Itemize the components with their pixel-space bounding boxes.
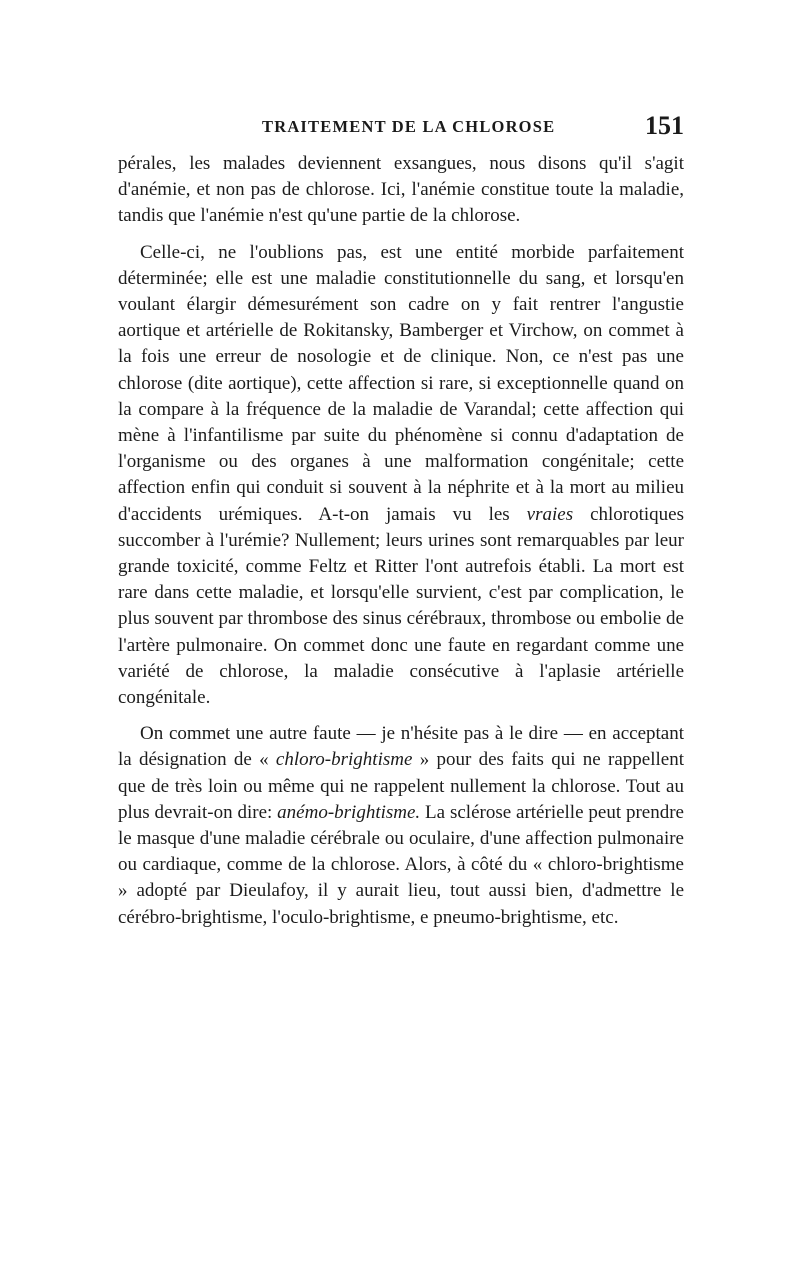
italic-text: anémo-brightisme. xyxy=(277,801,421,823)
text-segment: pérales, les malades deviennent exsangues, nous disons qu'il s'agit d'anémie, et non pas de chlorose. Ici, l'anémie constitue toute la maladie, tandis que l'anémie n'est qu'une partie de la chlorose. xyxy=(118,153,684,227)
italic-text: vraies xyxy=(526,503,574,525)
page-number: 151 xyxy=(645,111,684,140)
text-segment: Celle-ci, ne l'oublions pas, est une entité morbide parfaitement déterminée; elle est une maladie constitutionnelle du sang, et lorsqu'en voulant élargir démesurément son cadre on y fait rentrer l'angustie aortique et artérielle de Rokitansky, Bamberger et Virchow, on commet à la fois une erreur de nosologie et de clinique. Non, ce n'est pas une chlorose (dite aortique), cette affection si rare, si exceptionnelle quand on la compare à la fréquence de la maladie de Varandal; cette affection qui mène à l'infantilisme par suite du phénomène si connu d'adaptation de l'organisme ou des organes à une malformation congénitale; cette affection enfin qui conduit si souvent à la néphrite et à la mort au milieu d'accidents urémiques. A-t-on jamais vu les xyxy=(118,241,684,525)
running-head-title: TRAITEMENT DE LA CHLOROSE xyxy=(262,117,556,136)
text-segment: On commet une autre faute — je n'hésite pas à le dire — en acceptant la désignation de « xyxy=(118,723,684,771)
paragraph xyxy=(118,240,684,712)
text-segment: La sclérose artérielle peut prendre le masque d'une maladie cérébrale ou oculaire, d'une affection pulmonaire ou cardiaque, comme de la chlorose. Alors, à côté du « chloro-brightisme » adopté par Dieulafoy, il y aurait lieu, tout aussi bien, d'admettre le cérébro-brightisme, l'oculo-brightisme, e pneumo-brightisme, etc. xyxy=(118,801,684,928)
running-head xyxy=(258,113,684,143)
paragraph xyxy=(118,151,684,230)
text-segment: chlorotiques succomber à l'urémie? Nullement; leurs urines sont remarquables par leur grande toxicité, comme Feltz et Ritter l'ont autrefois établi. La mort est rare dans cette maladie, et lorsqu'elle survient, c'est par complication, le plus souvent par thrombose des sinus cérébraux, thrombose ou embolie de l'artère pulmonaire. On commet donc une faute en regardant comme une variété de chlorose, la maladie consécutive à l'aplasie artérielle congénitale. xyxy=(118,503,684,709)
italic-text: chloro-brightisme xyxy=(275,749,413,771)
body-text xyxy=(118,151,684,931)
paragraph xyxy=(118,721,684,931)
text-segment: » pour des faits qui ne rappellent que de très loin ou même qui ne rappelent nullement la chlorose. Tout au plus devrait-on dire: xyxy=(118,749,684,823)
